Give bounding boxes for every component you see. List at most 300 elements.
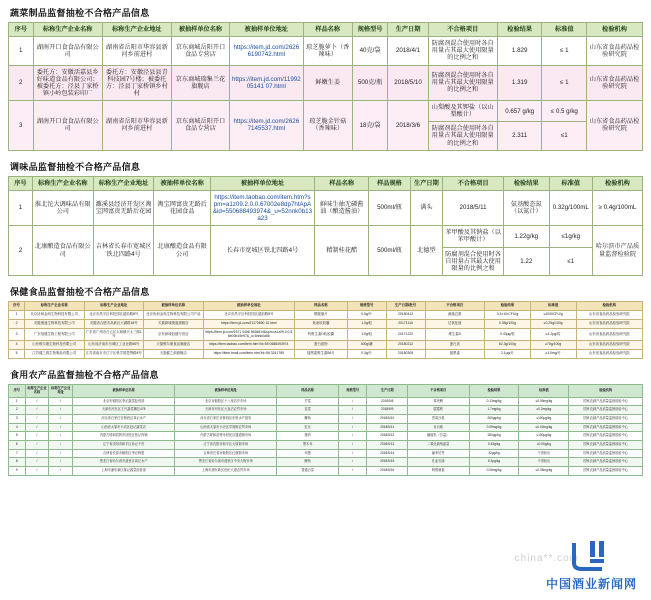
col-item: 不合格项目 xyxy=(425,301,485,310)
col-result: 检验结果 xyxy=(469,385,519,397)
cell-date: 2018/5/15 xyxy=(367,458,407,467)
cell-sampled-name: 北京市朝阳区李记蔬菜经营部 xyxy=(73,397,175,406)
cell-item: 阿维菌素 xyxy=(407,466,469,475)
cell-no: 1 xyxy=(9,37,34,65)
cell-spec: 18克/袋 xyxy=(352,101,388,151)
table-header-row xyxy=(9,301,643,310)
col-maker: 标称生产企业名称 xyxy=(32,176,93,190)
cell-org: 山东省食品药品检验研究院 xyxy=(587,101,643,151)
table-row xyxy=(9,466,643,475)
cell-maker: 淮北沱大调味品有限公司 xyxy=(32,190,93,226)
col-sampled-addr: 被抽样单位地址 xyxy=(203,301,295,310)
cell-product: 豇豆 xyxy=(277,423,339,432)
cell-no: 2 xyxy=(9,406,26,415)
cell-standard: ≤0.05g/kg xyxy=(519,440,569,449)
cell-sampled-name: 京东商城岳阳开口食品专营店 xyxy=(171,101,229,151)
cell-sampled-name: 天猫商城康盛旗舰店 xyxy=(144,319,204,328)
col-product: 样品名称 xyxy=(295,301,348,310)
cell-sampled-addr[interactable]: https://item.tmall.com/item.htm?id=56 3241789 xyxy=(203,350,295,359)
cell-item: 蛋白质 xyxy=(425,341,485,350)
table-row xyxy=(9,406,643,415)
cell-date: 2018/4/1 xyxy=(388,37,428,65)
cell-no: 1 xyxy=(9,310,25,319)
cell-sampled-addr[interactable]: 长春市宽城区铁北四路4号 xyxy=(210,226,314,276)
cell-item: 氟苯尼考 xyxy=(407,449,469,458)
table-row xyxy=(9,350,643,359)
cell-org: 山东省食品药品检验研究院 xyxy=(576,319,642,328)
cell-spec: / xyxy=(339,414,367,423)
cell-standard: ≤1000CFU/g xyxy=(530,310,576,319)
cell-no: 9 xyxy=(9,466,26,475)
cell-maker: / xyxy=(25,414,49,423)
cell-result: 3.3×10³CFU/g xyxy=(485,310,531,319)
cell-result: 180μg/kg xyxy=(469,432,519,441)
cell-no: 1 xyxy=(9,190,33,226)
cell-standard: ≥1.2μg/粒 xyxy=(530,328,576,341)
cell-no: 7 xyxy=(9,449,26,458)
cell-result: 1.7mg/kg xyxy=(469,406,519,415)
table-row xyxy=(9,397,643,406)
cell-date: 20180212 xyxy=(386,341,425,350)
cell-result: 0.45g/kg xyxy=(469,440,519,449)
col-result: 检验结果 xyxy=(497,23,542,37)
table-vegetables xyxy=(8,22,643,151)
col-item: 不合格项目 xyxy=(428,23,497,37)
cell-product: 精制桂花醋 xyxy=(315,226,369,276)
cell-spec: 400g/罐 xyxy=(347,341,386,350)
col-sampled-name: 被抽样单位名称 xyxy=(154,176,210,190)
cell-item-2: 防腐剂混合使用时各自用量占其最大使用限量的比例之和 xyxy=(428,122,497,150)
section-title-vegetables: 蔬菜制品监督抽检不合格产品信息 xyxy=(10,8,150,18)
col-date: 生产日期/批号 xyxy=(386,301,425,310)
table-row xyxy=(9,226,643,247)
col-sampled-addr: 被抽样单位地址 xyxy=(175,385,277,397)
cell-standard: ≥70g/100g xyxy=(530,341,576,350)
cell-item: 防腐剂混合使用时各自用量占其最大使用限量的比例之和 xyxy=(428,37,497,65)
cell-spec: 1.0g/粒 xyxy=(347,319,386,328)
cell-result: 5.2μg/kg xyxy=(469,458,519,467)
col-spec: 样品规格 xyxy=(369,176,410,190)
cell-maker: 江苏健之源生物制品有限公司 xyxy=(25,350,85,359)
cell-standard: ≤0.25g/100g xyxy=(530,319,576,328)
cell-item: 过氧化值 xyxy=(425,319,485,328)
cell-date: 2018/5/10 xyxy=(388,65,428,101)
col-product: 样品名称 xyxy=(303,23,352,37)
cell-sampled-name: 上海市浦东新区陈记蔬菜经营部 xyxy=(73,466,175,475)
cell-spec: / xyxy=(339,466,367,475)
cell-item: 褪黑素 xyxy=(425,350,485,359)
cell-spec: 40克/袋 xyxy=(352,37,388,65)
col-date: 生产日期 xyxy=(367,385,407,397)
cell-spec: 0.5g/片 xyxy=(347,310,386,319)
cell-standard: ≤ 0.5 g/kg xyxy=(542,101,587,122)
cell-sampled-addr[interactable] xyxy=(229,65,303,101)
cell-spec: 500ml/瓶 xyxy=(369,226,410,276)
cell-sampled-addr: 河北省石家庄市桥西区东里水产批发 xyxy=(175,414,277,423)
cell-maker: / xyxy=(25,458,49,467)
cell-result-2: 1.22 xyxy=(503,247,549,275)
cell-no: 8 xyxy=(9,458,26,467)
table-row xyxy=(9,449,643,458)
cell-sampled-name: 黑龙江省哈尔滨市道里区周记水产 xyxy=(73,458,175,467)
cell-org: 哈尔滨市产品质量监督检验院 xyxy=(592,226,642,276)
table-row xyxy=(9,37,643,65)
cell-result: 62.3g/100g xyxy=(485,341,531,350)
cell-org: 国家农副产品质量监督检验中心 xyxy=(569,458,643,467)
col-standard: 标准值 xyxy=(530,301,576,310)
cell-sampled-addr[interactable]: https://item.taobao.com/item.htm?id=55 0688493974 xyxy=(203,341,295,350)
cell-org: 山东省食品药品检验研究院 xyxy=(576,341,642,350)
cell-spec: / xyxy=(339,397,367,406)
cell-item: 苯甲酸及其钠盐（以苯甲酸计） xyxy=(443,226,504,247)
cell-org: 山东省食品药品检验研究院 xyxy=(587,37,643,65)
cell-item: 恩诺沙星 xyxy=(407,414,469,423)
cell-product: 螺旋藻片 xyxy=(295,310,348,319)
cell-product: 鲫鱼 xyxy=(277,414,339,423)
col-spec: 规格型号 xyxy=(352,23,388,37)
cell-product: 芹菜 xyxy=(277,397,339,406)
col-result: 检验结果 xyxy=(503,176,549,190)
cell-maker-addr: 广东省广州市白云区太和镇兴太三路1号 xyxy=(84,328,144,341)
cell-maker: 北康酿造食品有限公司 xyxy=(32,226,93,276)
table-row xyxy=(9,341,643,350)
col-sampled-name: 被抽样单位名称 xyxy=(144,301,204,310)
cell-org: 山东省食品药品检验研究院 xyxy=(576,350,642,359)
cell-date: 20171116 xyxy=(386,319,425,328)
product-link[interactable]: https://item.jd.com/26267145537.html xyxy=(233,118,300,133)
brand-logo-icon xyxy=(568,539,614,573)
cell-spec: / xyxy=(339,449,367,458)
cell-item-2: 防腐剂混合使用时各自用量占其最大使用限量的比例之和 xyxy=(443,247,504,275)
cell-spec: 0.3g/片 xyxy=(347,350,386,359)
cell-date: 2018/5/13 xyxy=(367,440,407,449)
table-row xyxy=(9,65,643,101)
cell-sampled-addr: 山西省太原市小店区学府街农贸市场 xyxy=(175,423,277,432)
cell-sampled-name: 北康酿造食品有限公司 xyxy=(154,226,210,276)
cell-spec: / xyxy=(339,423,367,432)
col-no: 序号 xyxy=(9,385,26,397)
cell-maker-addr: / xyxy=(49,414,73,423)
cell-sampled-addr: 上海市浦东新区世纪大道农贸市场 xyxy=(175,466,277,475)
col-standard: 标准值 xyxy=(542,23,587,37)
cell-standard: ≤ 1 xyxy=(542,37,587,65)
cell-result: 2.1μg/片 xyxy=(485,350,531,359)
cell-sampled-addr[interactable] xyxy=(229,101,303,151)
cell-item: 二氧化硫残留量 xyxy=(407,440,469,449)
cell-maker: / xyxy=(25,406,49,415)
table-agri-products xyxy=(8,384,643,475)
cell-maker-addr: / xyxy=(49,432,73,441)
cell-result: 260μg/kg xyxy=(469,414,519,423)
col-result: 检验结果 xyxy=(485,301,531,310)
cell-org: 山东省食品药品检验研究院 xyxy=(576,310,642,319)
col-sampled-name: 被抽样单位名称 xyxy=(171,23,229,37)
cell-grade: 满头 xyxy=(410,190,443,226)
cell-maker-addr: 北京市昌平区科技园区超前路8号 xyxy=(84,310,144,319)
cell-maker-addr: / xyxy=(49,423,73,432)
cell-product: 鲜味生抽无磷酱油（酿造酱油） xyxy=(315,190,369,226)
cell-sampled-addr: 黑龙江省哈尔滨市道里区中央大街市场 xyxy=(175,458,277,467)
cell-date: 2018/5/12 xyxy=(367,432,407,441)
cell-maker-addr: / xyxy=(49,458,73,467)
cell-org: 国家农副产品质量监督检验中心 xyxy=(569,440,643,449)
col-item: 不合格项目 xyxy=(443,176,504,190)
cell-standard: 不得检出 xyxy=(519,449,569,458)
section-seasoning xyxy=(8,160,643,276)
col-maker-addr: 标称生产企业地址 xyxy=(93,176,154,190)
cell-spec: 500ml/瓶 xyxy=(369,190,410,226)
table-row xyxy=(9,423,643,432)
cell-maker-addr: / xyxy=(49,440,73,449)
cell-maker-addr: / xyxy=(49,406,73,415)
section-title-health-food: 保健食品监督抽检不合格产品信息 xyxy=(10,286,150,297)
table-row xyxy=(9,319,643,328)
cell-sampled-addr[interactable]: https://item.jd.com/21170690 10.html xyxy=(203,319,295,328)
cell-maker: / xyxy=(25,466,49,475)
cell-spec: 500克/瓶 xyxy=(352,65,388,101)
cell-spec: / xyxy=(339,406,367,415)
cell-date: 2018/5/8 xyxy=(367,397,407,406)
cell-maker-addr: 湖南省岳阳市华容县新河乡前进村 xyxy=(102,37,171,65)
watermark xyxy=(546,539,637,592)
cell-sampled-name: 吉林省长春市朝阳区李记鲜蛋 xyxy=(73,449,175,458)
cell-sampled-addr: 天津市河东区大直沽农贸市场 xyxy=(175,406,277,415)
cell-product: 鸡蛋 xyxy=(277,449,339,458)
cell-sampled-addr[interactable]: 北京市昌平区科技园区超前路8号 xyxy=(203,310,295,319)
product-link[interactable]: https://item.taobao.com/item.htm?spm=a1z09.2.0.0.67002e8dp7htApA&id=550688493974&_u=52nnk0b13a23 xyxy=(212,193,313,223)
cell-org: 国家农副产品质量监督检验中心 xyxy=(569,406,643,415)
cell-spec: / xyxy=(339,458,367,467)
cell-no: 2 xyxy=(9,319,25,328)
cell-item: 氨基酸态氮（以氮计） xyxy=(503,190,549,226)
cell-product: 蛋白质粉 xyxy=(295,341,348,350)
cell-item: 毒死蜱 xyxy=(407,397,469,406)
cell-grade: 北德型 xyxy=(410,226,443,276)
cell-date: 20180305 xyxy=(386,350,425,359)
cell-product: 鱼油软胶囊 xyxy=(295,319,348,328)
cell-maker-addr: 山东省济南市历城区工业北路66号 xyxy=(84,341,144,350)
cell-sampled-name: 山西省太原市小店区赵记蔬菜店 xyxy=(73,423,175,432)
cell-sampled-addr: 辽宁省沈阳市和平区太原街市场 xyxy=(175,440,277,449)
section-title-agri-products: 食用农产品监督抽检不合格产品信息 xyxy=(10,370,159,381)
cell-date: 20180412 xyxy=(386,310,425,319)
table-seasoning xyxy=(8,176,643,276)
cell-maker-addr: 濉溪县经济开发区淘宝网富贵无路后花园 xyxy=(93,190,154,226)
cell-result: 1.829 xyxy=(497,37,542,65)
cell-result: 0.43μg/粒 xyxy=(485,328,531,341)
table-row xyxy=(9,432,643,441)
cell-date: 20171222 xyxy=(386,328,425,341)
cell-maker: 委托方：安徽活嘉县乡好味道食品有限公司；被委托方：泾县丁家桥镇小岭包装彩印厂 xyxy=(33,65,102,101)
cell-no: 3 xyxy=(9,328,25,341)
cell-maker: 山东维尔康生物科技有限公司 xyxy=(25,341,85,350)
col-product: 样品名称 xyxy=(315,176,369,190)
cell-maker: 安徽康盛生物科技有限公司 xyxy=(25,319,85,328)
cell-date: 2018/5/14 xyxy=(367,449,407,458)
cell-maker-addr: / xyxy=(49,449,73,458)
cell-no: 4 xyxy=(9,423,26,432)
cell-product: 猪肉 xyxy=(277,432,339,441)
cell-maker-addr: 吉林省长春市宽城区铁北四路4号 xyxy=(93,226,154,276)
cell-product: 褪黑素维生素B6片 xyxy=(295,350,348,359)
cell-item: 防腐剂混合使用时各自用量占其最大使用限量的比例之和 xyxy=(428,65,497,101)
brand-name: 中国酒业新闻网 xyxy=(545,577,637,591)
cell-maker-addr: 委托方：安徽泾县县青科技园7号楼；被委托方：泾县丁家桥镇乡村村 xyxy=(102,65,171,101)
cell-no: 3 xyxy=(9,101,34,151)
col-maker-addr: 标称生产企业地址 xyxy=(49,385,73,397)
cell-sampled-addr: 内蒙古呼和浩特市回民区通道街市场 xyxy=(175,432,277,441)
col-maker-addr: 标称生产企业地址 xyxy=(84,301,144,310)
cell-sampled-addr[interactable] xyxy=(210,190,314,226)
cell-sampled-name: 天猫维尔康食品旗舰店 xyxy=(144,341,204,350)
cell-no: 6 xyxy=(9,440,26,449)
col-item: 不合格项目 xyxy=(407,385,469,397)
cell-sampled-name: 京东商城岳阳开口食品专营店 xyxy=(171,37,229,65)
cell-standard-2: ≤1 xyxy=(549,247,592,275)
cell-standard: ≤0.2mg/kg xyxy=(519,406,569,415)
table-health-food xyxy=(8,301,643,359)
section-agri-products xyxy=(8,368,643,475)
cell-org: 国家农副产品质量监督检验中心 xyxy=(569,414,643,423)
cell-standard: ≤ 1 xyxy=(542,65,587,101)
cell-org: 山东省食品药品检验研究院 xyxy=(587,65,643,101)
cell-sampled-name: 内蒙古呼和浩特市回民区张记肉铺 xyxy=(73,432,175,441)
cell-sampled-name: 淘宝网富贵无路后花园食品 xyxy=(154,190,210,226)
cell-maker-addr: 安徽省合肥市高新区天湖路18号 xyxy=(84,319,144,328)
cell-item: 腐霉利 xyxy=(407,406,469,415)
col-sampled-name: 被抽样单位名称 xyxy=(73,385,175,397)
cell-standard: ≥ 0.4g/100mL xyxy=(592,190,642,226)
cell-date: 2018/5/9 xyxy=(367,406,407,415)
cell-standard: ≤0.02mg/kg xyxy=(519,423,569,432)
cell-standard: ≤100μg/kg xyxy=(519,432,569,441)
col-org: 检验机构 xyxy=(569,385,643,397)
col-org: 检验机构 xyxy=(592,176,642,190)
cell-date: 2018/5/11 xyxy=(367,423,407,432)
table-row xyxy=(9,310,643,319)
table-row xyxy=(9,101,643,122)
cell-sampled-name: 辽宁省沈阳市和平区孙记干货 xyxy=(73,440,175,449)
cell-product: 琼芝脆萝卜（香辣味） xyxy=(303,37,352,65)
col-no: 序号 xyxy=(9,23,34,37)
section-health-food xyxy=(8,285,643,359)
product-link[interactable]: https://item.jd.com/26266190742.html xyxy=(233,43,300,58)
cell-sampled-name: 京东商城瑞集兰花旗舰店 xyxy=(171,65,229,101)
cell-item: 磺胺类（总量） xyxy=(407,432,469,441)
cell-org: 国家农副产品质量监督检验中心 xyxy=(569,423,643,432)
cell-result: 1.319 xyxy=(497,65,542,101)
col-spec: 规格型号 xyxy=(339,385,367,397)
col-standard: 标准值 xyxy=(519,385,569,397)
cell-spec: / xyxy=(339,432,367,441)
cell-result-2: 2.311 xyxy=(497,122,542,150)
cell-sampled-name: 河北省石家庄市桥西区刘记水产 xyxy=(73,414,175,423)
cell-maker: / xyxy=(25,440,49,449)
cell-standard: ≥1.0mg/片 xyxy=(530,350,576,359)
col-date: 生产日期 xyxy=(410,176,443,190)
cell-org: 山东省食品药品检验研究院 xyxy=(576,328,642,341)
col-org: 检验机构 xyxy=(576,301,642,310)
cell-standard-2: ≤1 xyxy=(542,122,587,150)
cell-no: 4 xyxy=(9,341,25,350)
col-spec: 规格型号 xyxy=(347,301,386,310)
cell-sampled-addr: 北京市朝阳区十八里店乡市场 xyxy=(175,397,277,406)
cell-sampled-name: 天津市河东区王氏蔬菜摊位478 xyxy=(73,406,175,415)
cell-product: 琼芝脆金针菇（香辣味） xyxy=(303,101,352,151)
cell-org: 国家农副产品质量监督检验中心 xyxy=(569,466,643,475)
cell-sampled-addr: 吉林省长春市朝阳区红旗街市场 xyxy=(175,449,277,458)
cell-maker-addr: / xyxy=(49,466,73,475)
cell-result: 0.32g/100mL xyxy=(549,190,592,226)
cell-maker-addr: 湖南省岳阳市华容县新河乡前进村 xyxy=(102,101,171,151)
cell-product: 鲤鱼 xyxy=(277,458,339,467)
cell-maker: / xyxy=(25,449,49,458)
cell-product: 鲜嫩生姜 xyxy=(303,65,352,101)
table-header-row xyxy=(9,23,643,37)
col-maker: 标称生产企业名称 xyxy=(25,385,49,397)
cell-sampled-name: 京东商城佰健专营店 xyxy=(144,328,204,341)
cell-item: 克百威 xyxy=(407,423,469,432)
table-header-row xyxy=(9,385,643,397)
cell-no: 3 xyxy=(9,414,26,423)
cell-standard: ≤0.05mg/kg xyxy=(519,397,569,406)
col-maker: 标称生产企业名称 xyxy=(25,301,85,310)
cell-date: 2018/5/11 xyxy=(443,190,504,226)
cell-product: 普通白菜 xyxy=(277,466,339,475)
cell-item: 维生素D xyxy=(425,328,485,341)
cell-date: 2018/5/10 xyxy=(367,414,407,423)
cell-no: 5 xyxy=(9,432,26,441)
cell-maker: / xyxy=(25,423,49,432)
cell-product: 黑木耳 xyxy=(277,440,339,449)
cell-product: 钙维生素D软胶囊 xyxy=(295,328,348,341)
cell-maker-addr: / xyxy=(49,397,73,406)
col-no: 序号 xyxy=(9,301,25,310)
table-row xyxy=(9,458,643,467)
cell-sampled-name: 北京协和金尚生物科技有限公司产品 xyxy=(144,310,204,319)
table-row xyxy=(9,328,643,341)
section-title-seasoning: 调味品监督抽检不合格产品信息 xyxy=(10,161,141,172)
cell-product: 韭菜 xyxy=(277,406,339,415)
section-vegetables xyxy=(8,6,643,151)
cell-maker: 湖南开口食食品有限公司 xyxy=(33,101,102,151)
watermark-url: china**.com xyxy=(514,553,579,564)
cell-date: 2018/3/6 xyxy=(388,101,428,151)
cell-no: 1 xyxy=(9,397,26,406)
cell-standard: ≤0.05mg/kg xyxy=(519,466,569,475)
col-sampled-addr: 被抽样单位地址 xyxy=(210,176,314,190)
cell-result: 0.06mg/kg xyxy=(469,466,519,475)
product-link[interactable]: https://item.jd.com/1199205141 07.html xyxy=(231,75,301,90)
cell-item: 菌落总数 xyxy=(425,310,485,319)
cell-result: 1.22g/kg xyxy=(503,226,549,247)
col-no: 序号 xyxy=(9,176,33,190)
cell-standard: 不得检出 xyxy=(519,458,569,467)
cell-org: 国家农副产品质量监督检验中心 xyxy=(569,397,643,406)
cell-result: 0.13mg/kg xyxy=(469,397,519,406)
cell-result: 0.35g/100g xyxy=(485,319,531,328)
cell-maker: / xyxy=(25,432,49,441)
col-maker-addr: 标称生产企业地址 xyxy=(102,23,171,37)
cell-maker: / xyxy=(25,397,49,406)
cell-sampled-addr[interactable] xyxy=(229,37,303,65)
col-sampled-addr: 被抽样单位地址 xyxy=(229,23,303,37)
col-standard: 标准值 xyxy=(549,176,592,190)
cell-result: 0.657 g/kg xyxy=(497,101,542,122)
cell-date: 2018/5/16 xyxy=(367,466,407,475)
cell-no: 2 xyxy=(9,65,34,101)
cell-sampled-addr[interactable]: https://item.jd.com/1671 0456 5636814&spm=a1z09.0.0.5 6b00b19e97&_u=5nnk0a5b xyxy=(203,328,295,341)
